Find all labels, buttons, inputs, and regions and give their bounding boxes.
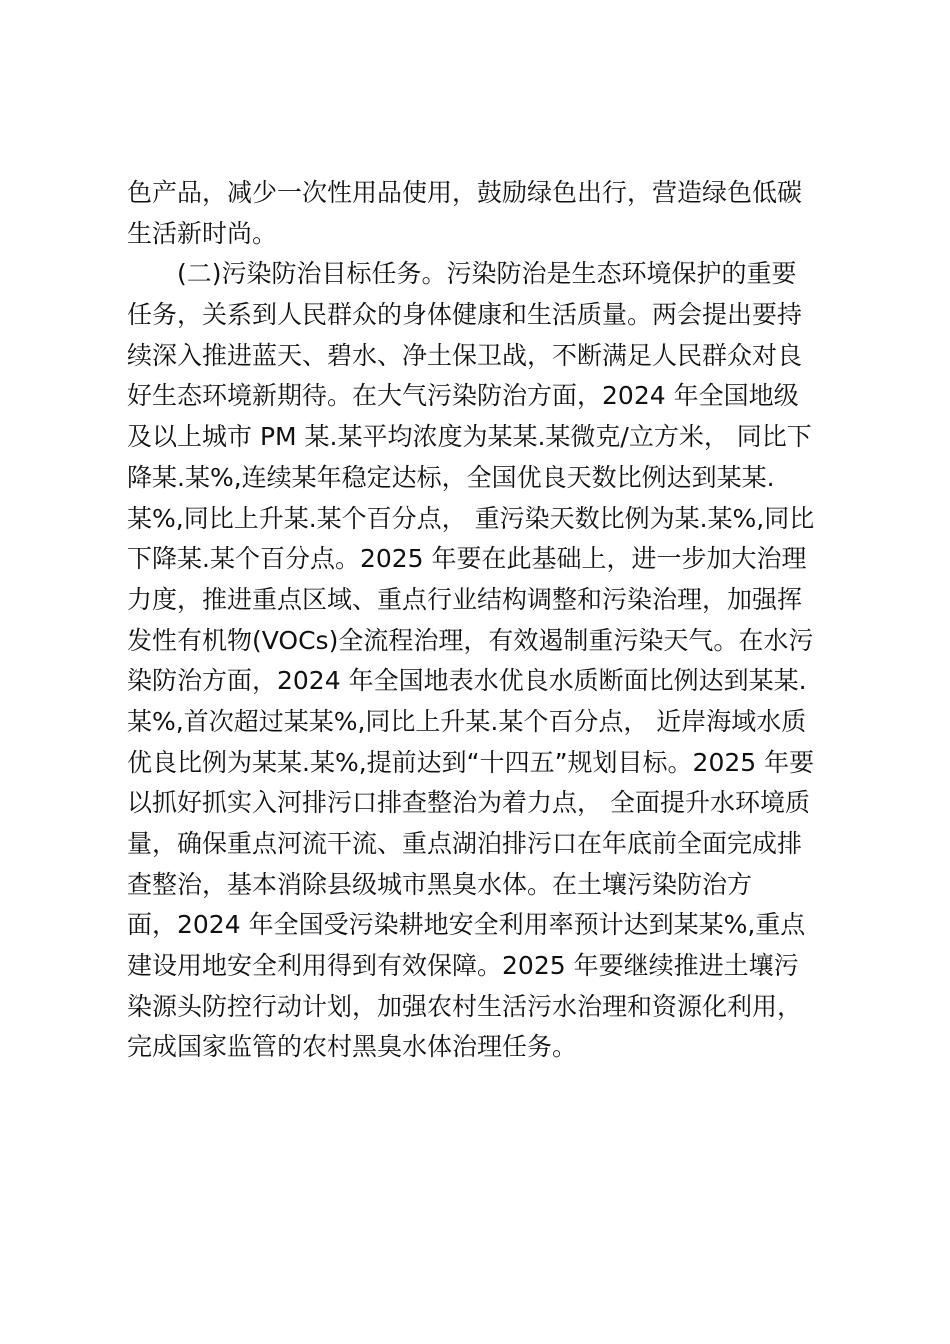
text-line: 好生态环境新期待。在大气污染防治方面，2024 年全国地级	[127, 381, 799, 411]
text-line: 染源头防控行动计划，加强农村生活污水治理和资源化利用，	[127, 991, 803, 1021]
text-line: 生活新时尚。	[127, 218, 278, 248]
text-line: 某%,同比上升某.某个百分点， 重污染天数比例为某.某%,同比	[127, 503, 815, 533]
body-text	[127, 173, 847, 1068]
text-line: 下降某.某个百分点。2025 年要在此基础上，进一步加大治理	[127, 544, 807, 574]
text-line: 量，确保重点河流干流、重点湖泊排污口在年底前全面完成排	[127, 829, 803, 858]
text-line: 续深入推进蓝天、碧水、净土保卫战，不断满足人民群众对良	[127, 340, 803, 370]
text-line: 力度，推进重点区域、重点行业结构调整和污染治理，加强挥	[127, 584, 803, 614]
text-line: 完成国家监管的农村黑臭水体治理任务。	[127, 1032, 578, 1062]
text-line: 色产品，减少一次性用品使用，鼓励绿色出行，营造绿色低碳	[127, 178, 803, 207]
text-line: 某%,首次超过某某%,同比上升某.某个百分点， 近岸海域水质	[127, 706, 807, 736]
text-line: 降某.某%,连续某年稳定达标，全国优良天数比例达到某某.	[127, 462, 775, 492]
text-line: 面，2024 年全国受污染耕地安全利用率预计达到某某%,重点	[127, 910, 806, 940]
text-line: 染防治方面，2024 年全国地表水优良水质断面比例达到某某.	[127, 666, 807, 696]
text-line: 及以上城市 PM 某.某平均浓度为某某.某微克/立方米， 同比下	[127, 422, 812, 452]
text-line: 优良比例为某某.某%,提前达到“十四五”规划目标。2025 年要	[127, 747, 815, 777]
text-line: 查整治，基本消除县级城市黑臭水体。在土壤污染防治方	[127, 869, 753, 899]
section-heading-line: (二)污染防治目标任务。污染防治是生态环境保护的重要	[177, 259, 797, 289]
text-line: 以抓好抓实入河排污口排查整治为着力点， 全面提升水环境质	[127, 788, 810, 818]
text-line: 发性有机物(VOCs)全流程治理，有效遏制重污染天气。在水污	[127, 625, 814, 655]
text-line: 任务，关系到人民群众的身体健康和生活质量。两会提出要持	[127, 300, 803, 330]
text-line: 建设用地安全利用得到有效保障。2025 年要继续推进土壤污	[127, 951, 799, 981]
